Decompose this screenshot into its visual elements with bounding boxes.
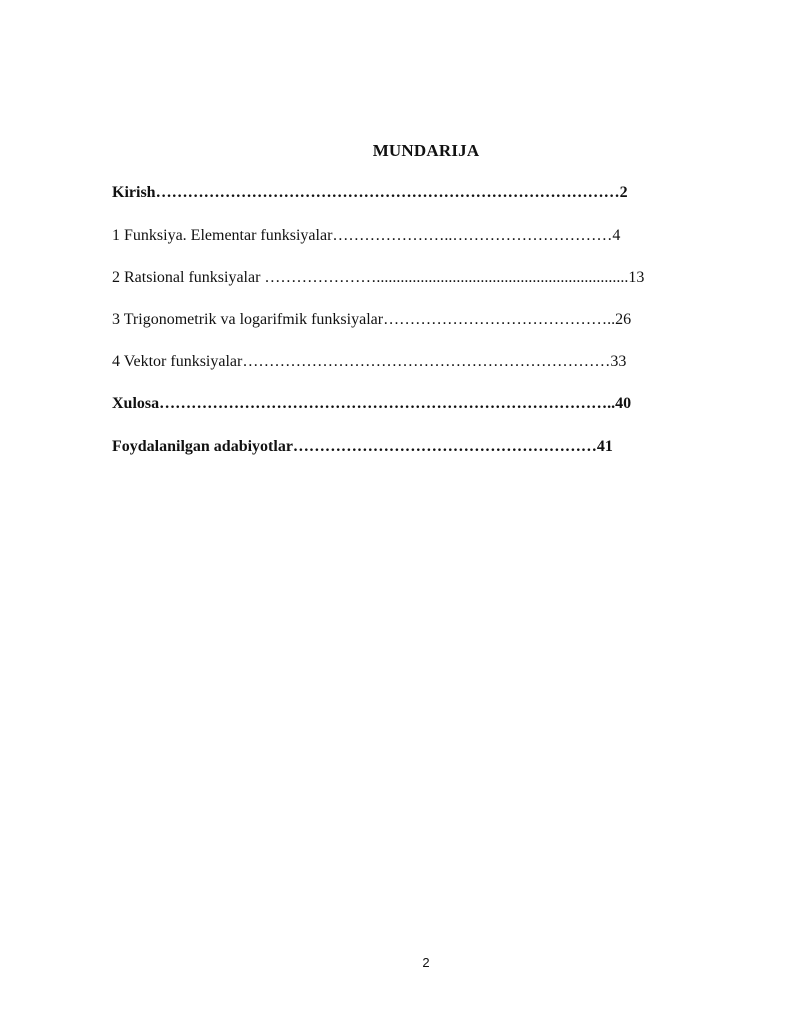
- toc-entry-ratsional: 2 Ratsional funksiyalar …………………...............................................................13: [112, 269, 645, 286]
- toc-entry-adabiyotlar: Foydalanilgan adabiyotlar…………………………………………………41: [112, 438, 613, 455]
- toc-entry-kirish: Kirish……………………………………………………………………………2: [112, 184, 628, 201]
- toc-entry-funksiya: 1 Funksiya. Elementar funksiyalar…………………..…………………………4: [112, 227, 621, 244]
- toc-entry-trigonometrik: 3 Trigonometrik va logarifmik funksiyalar……………………………………..26: [112, 311, 632, 328]
- toc-entry-xulosa: Xulosa…………………………………………………………………………..40: [112, 395, 632, 412]
- page-number: 2: [422, 955, 430, 970]
- page-title: MUNDARIJA: [372, 141, 480, 160]
- toc-entry-vektor: 4 Vektor funksiyalar……………………………………………………………33: [112, 353, 627, 370]
